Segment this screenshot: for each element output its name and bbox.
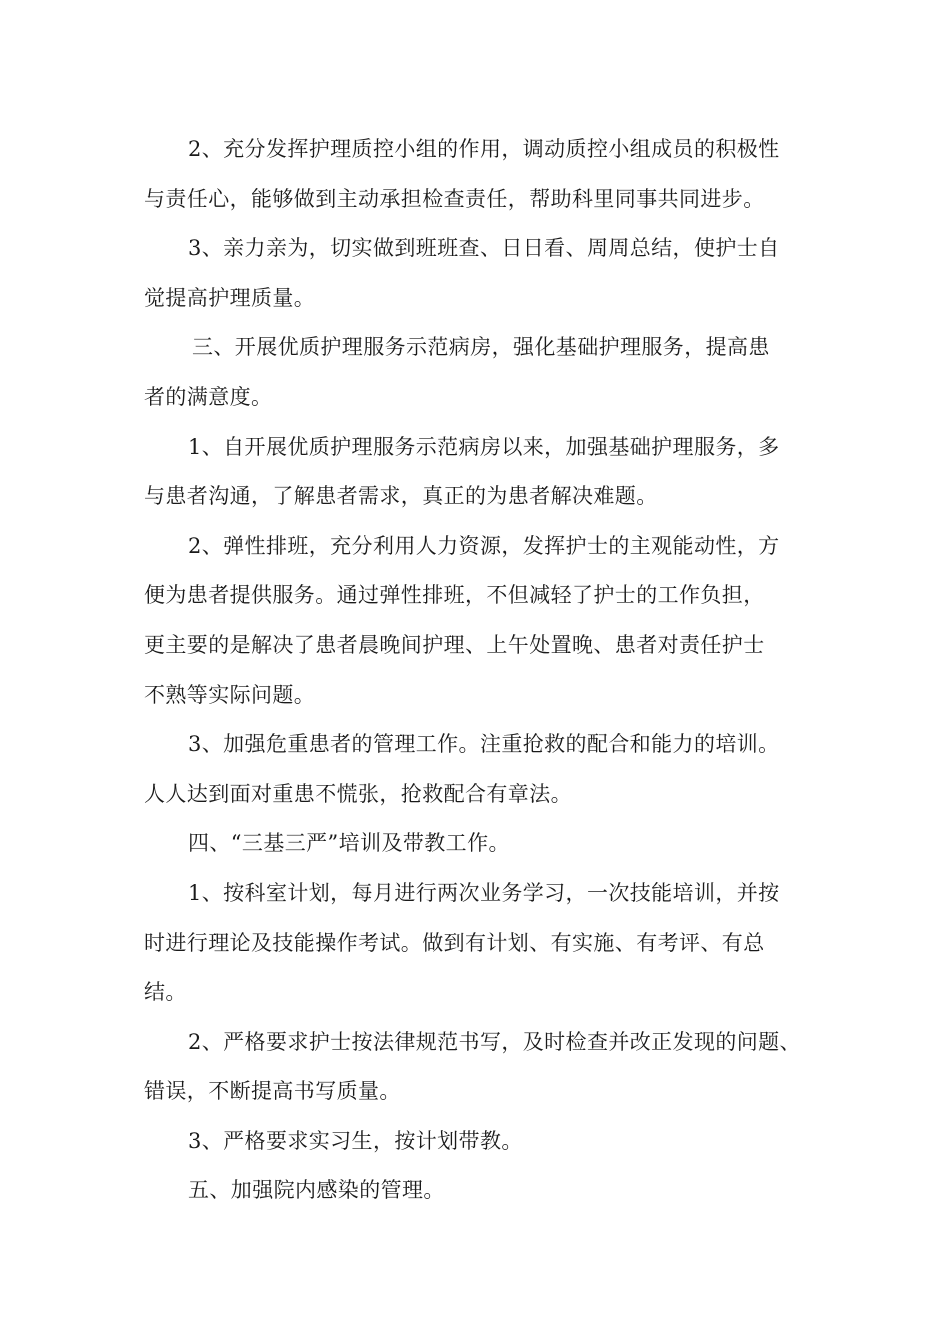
paragraph-line: 错误，不断提高书写质量。 [144, 1079, 401, 1104]
paragraph-line: 时进行理论及技能操作考试。做到有计划、有实施、有考评、有总 [144, 930, 765, 955]
paragraph-line: 便为患者提供服务。通过弹性排班，不但减轻了护士的工作负担， [144, 583, 765, 608]
paragraph-line: 觉提高护理质量。 [144, 285, 316, 310]
paragraph-line: 2、充分发挥护理质控小组的作用，调动质控小组成员的积极性 [188, 137, 780, 161]
document-body [144, 125, 809, 1216]
paragraph-line: 3、亲力亲为，切实做到班班查、日日看、周周总结，使护士自 [188, 236, 780, 261]
section-heading-line: 四、“三基三严”培训及带教工作。 [188, 831, 510, 856]
section-heading-line: 五、加强院内感染的管理。 [188, 1178, 445, 1203]
paragraph-line: 与责任心，能够做到主动承担检查责任，帮助科里同事共同进步。 [144, 186, 765, 211]
paragraph-line: 结。 [144, 980, 187, 1005]
paragraph-line: 2、弹性排班，充分利用人力资源，发挥护士的主观能动性，方 [188, 533, 780, 558]
section-heading-line: 三、开展优质护理服务示范病房，强化基础护理服务，提高患 [192, 335, 770, 360]
paragraph-line: 与患者沟通，了解患者需求，真正的为患者解决难题。 [144, 484, 658, 509]
paragraph-line: 不熟等实际问题。 [144, 682, 316, 707]
paragraph-line: 更主要的是解决了患者晨晚间护理、上午处置晚、患者对责任护士 [144, 632, 765, 657]
section-heading-line: 者的满意度。 [144, 384, 273, 409]
paragraph-line: 3、严格要求实习生，按计划带教。 [188, 1128, 523, 1153]
paragraph-line: 3、加强危重患者的管理工作。注重抢救的配合和能力的培训。 [188, 732, 780, 757]
paragraph-line: 1、自开展优质护理服务示范病房以来，加强基础护理服务，多 [188, 434, 780, 459]
paragraph-line: 1、按科室计划，每月进行两次业务学习，一次技能培训，并按 [188, 880, 780, 905]
paragraph-line: 2、严格要求护士按法律规范书写，及时检查并改正发现的问题、 [188, 1029, 801, 1054]
paragraph-line: 人人达到面对重患不慌张，抢救配合有章法。 [144, 781, 572, 806]
